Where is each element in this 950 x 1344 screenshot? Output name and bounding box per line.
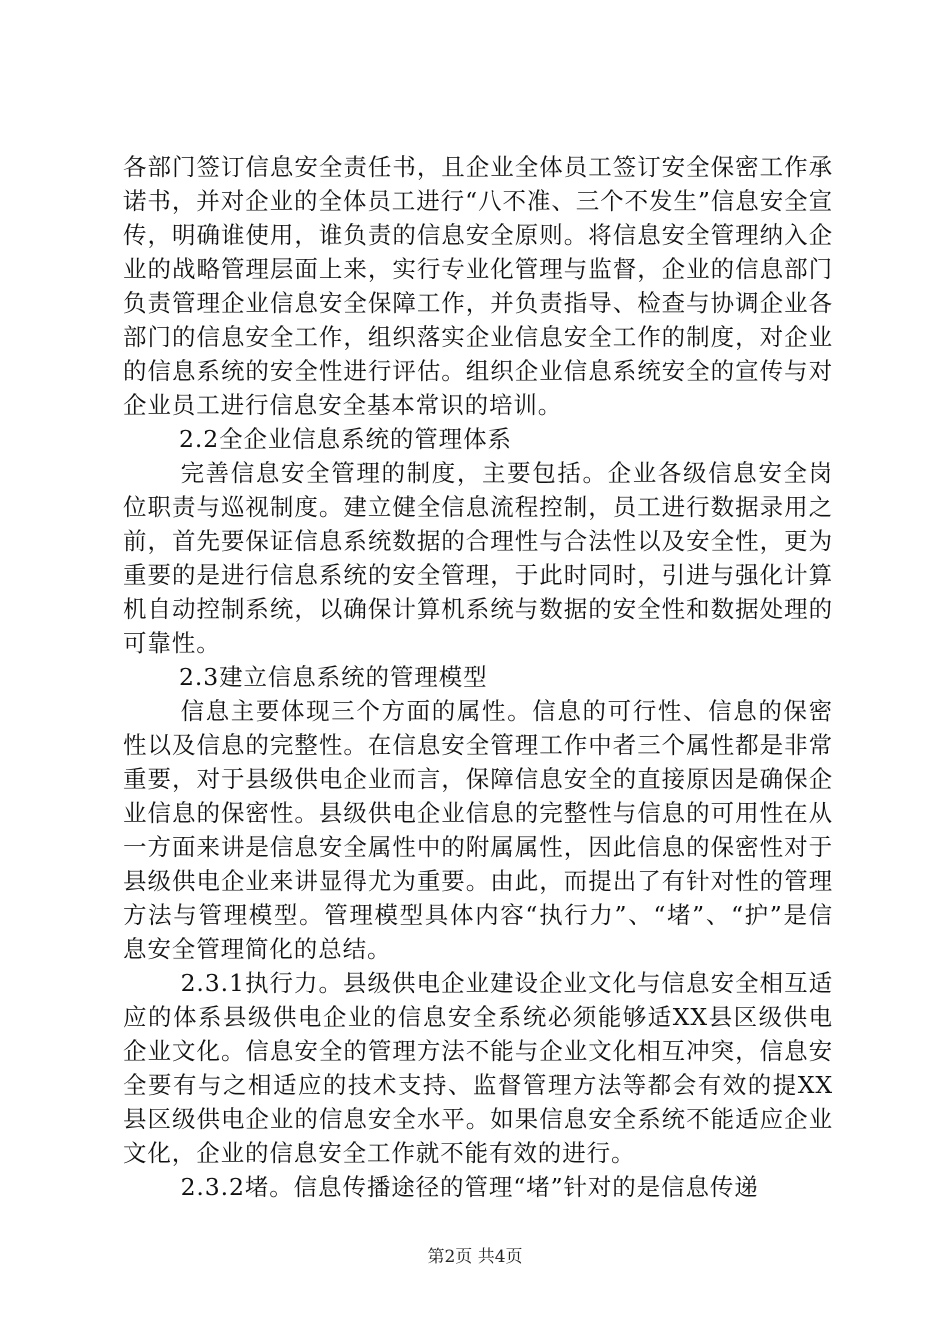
paragraph-responsibility: 各部门签订信息安全责任书，且企业全体员工签订安全保密工作承诺书，并对企业的全体员工进行“八不准、三个不发生”信息安全宣传，明确谁使用，谁负责的信息安全原则。将信息安全管理纳入企业的战略管理层面上来，实行专业化管理与监督，企业的信息部门负责管理企业信息安全保障工作，并负责指导、检查与协调企业各部门的信息安全工作，组织落实企业信息安全工作的制度，对企业的信息系统的安全性进行评估。组织企业信息系统安全的宣传与对企业员工进行信息安全基本常识的培训。: [123, 153, 833, 419]
section-heading-2-2: 2.2全企业信息系统的管理体系: [179, 425, 512, 453]
paragraph-2-3-2-blocking: 2.3.2堵。信息传播途径的管理“堵”针对的是信息传递: [180, 1173, 759, 1201]
page-number-footer: 第2页 共4页: [427, 1247, 523, 1267]
paragraph-management-system: 完善信息安全管理的制度，主要包括。企业各级信息安全岗位职责与巡视制度。建立健全信息流程控制，员工进行数据录用之前，首先要保证信息系统数据的合理性与合法性以及安全性，更为重要的是进行信息系统的安全管理，于此时同时，引进与强化计算机自动控制系统，以确保计算机系统与数据的安全性和数据处理的可靠性。: [123, 459, 833, 657]
paragraph-2-3-1-execution: 2.3.1执行力。县级供电企业建设企业文化与信息安全相互适应的体系县级供电企业的信息安全系统必须能够适XX县区级供电企业文化。信息安全的管理方法不能与企业文化相互冲突，信息安全要有与之相适应的技术支持、监督管理方法等都会有效的提XX县区级供电企业的信息安全水平。如果信息安全系统不能适应企业文化，企业的信息安全工作就不能有效的进行。: [123, 969, 833, 1167]
paragraph-management-model: 信息主要体现三个方面的属性。信息的可行性、信息的保密性以及信息的完整性。在信息安全管理工作中者三个属性都是非常重要，对于县级供电企业而言，保障信息安全的直接原因是确保企业信息的保密性。县级供电企业信息的完整性与信息的可用性在从一方面来讲是信息安全属性中的附属属性，因此信息的保密性对于县级供电企业来讲显得尤为重要。由此，而提出了有针对性的管理方法与管理模型。管理模型具体内容“执行力”、“堵”、“护”是信息安全管理简化的总结。: [123, 697, 833, 963]
document-body: [123, 150, 833, 1204]
section-heading-2-3: 2.3建立信息系统的管理模型: [179, 663, 488, 691]
